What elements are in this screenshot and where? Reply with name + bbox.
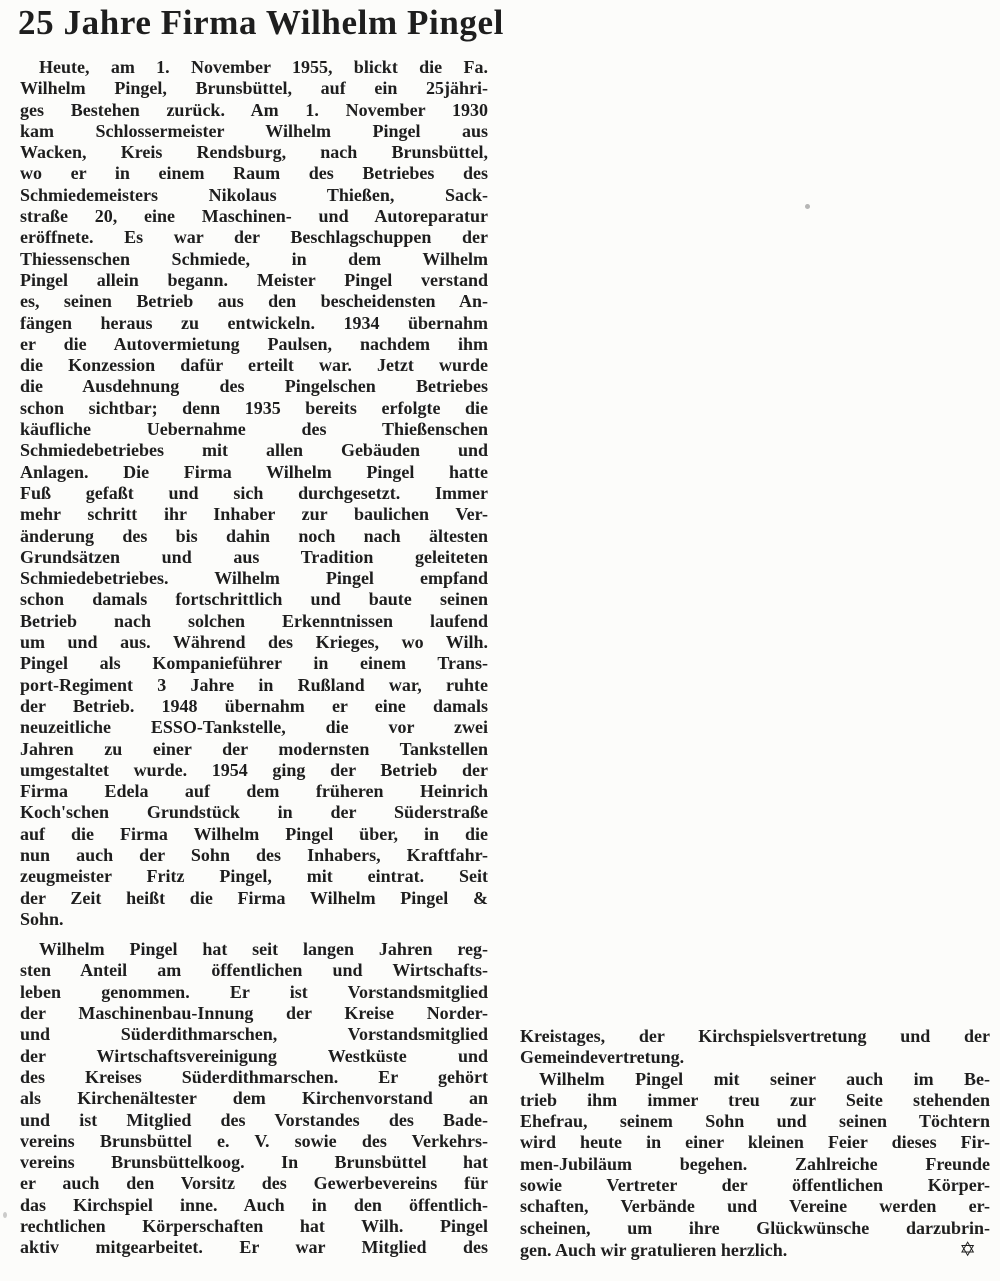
paragraph (520, 1026, 990, 1069)
paragraph (520, 1069, 990, 1262)
paragraph (20, 57, 488, 930)
star-ornament-icon: ✡ (959, 1236, 976, 1261)
text-line: scheinen, um ihre Glückwünsche darzubrin- (520, 1217, 990, 1238)
text-line: Gemeindevertretung. (520, 1047, 685, 1068)
text-line: port-Regiment 3 Jahre in Rußland war, ruhte (20, 674, 488, 695)
text-line: Sohn. (20, 908, 64, 929)
text-line: Grundsätzen und aus Tradition geleiteten (20, 546, 488, 567)
text-line: straße 20, eine Maschinen- und Autoreparatur (20, 206, 488, 227)
text-line: es, seinen Betrieb aus den bescheidensten An- (20, 291, 488, 312)
text-line: wird heute in einer kleinen Feier dieses Fir- (520, 1132, 990, 1153)
scan-speck (3, 1212, 7, 1218)
text-line: zeugmeister Fritz Pingel, mit eintrat. Seit (20, 866, 488, 887)
text-line: er die Autovermietung Paulsen, nachdem ihm (20, 333, 488, 354)
text-line: des Kreises Süderdithmarschen. Er gehört (20, 1066, 488, 1087)
text-line: als Kirchenältester dem Kirchenvorstand an (20, 1088, 488, 1109)
text-line: der Wirtschaftsvereinigung Westküste und (20, 1045, 488, 1066)
text-line: die Konzession dafür erteilt war. Jetzt wurde (20, 355, 488, 376)
paragraph (20, 939, 488, 1258)
text-line: um und aus. Während des Krieges, wo Wilh. (20, 632, 488, 653)
text-line: wo er in einem Raum des Betriebes des (20, 163, 488, 184)
text-line: Heute, am 1. November 1955, blickt die Fa. (39, 57, 488, 77)
text-line: Pingel als Kompanieführer in einem Trans- (20, 653, 488, 674)
text-line: sowie Vertreter der öffentlichen Körper- (520, 1175, 990, 1196)
text-line: Wacken, Kreis Rendsburg, nach Brunsbüttel, (20, 142, 488, 163)
text-line: Schmiedemeisters Nikolaus Thießen, Sack- (20, 184, 488, 205)
text-line: Jahren zu einer der modernsten Tankstellen (20, 738, 488, 759)
text-line: Firma Edela auf dem früheren Heinrich (20, 781, 488, 802)
text-line: rechtlichen Körperschaften hat Wilh. Pingel (20, 1216, 488, 1237)
text-line: der Maschinenbau-Innung der Kreise Norder- (20, 1003, 488, 1024)
text-line: Kreistages, der Kirchspielsvertretung und der (520, 1026, 990, 1046)
text-line: trieb ihm immer treu zur Seite stehenden (520, 1089, 990, 1110)
text-line: neuzeitliche ESSO-Tankstelle, die vor zwei (20, 717, 488, 738)
text-line: Wilhelm Pingel mit seiner auch im Be- (539, 1068, 990, 1089)
text-line: schaften, Verbände und Vereine werden er- (520, 1196, 990, 1217)
text-line: Fuß gefaßt und sich durchgesetzt. Immer (20, 482, 488, 503)
article-headline: 25 Jahre Firma Wilhelm Pingel (18, 3, 504, 42)
text-line: käufliche Uebernahme des Thießenschen (20, 419, 488, 440)
text-line: Ehefrau, seinem Sohn und seinen Töchtern (520, 1111, 990, 1132)
text-line: Wilhelm Pingel, Brunsbüttel, auf ein 25jähri- (20, 78, 488, 99)
text-line: eröffnete. Es war der Beschlagschuppen der (20, 227, 488, 248)
text-line: der Betrieb. 1948 übernahm er eine damals (20, 695, 488, 716)
text-line: sten Anteil am öffentlichen und Wirtschafts- (20, 960, 488, 981)
text-line: Schmiedebetriebes mit allen Gebäuden und (20, 440, 488, 461)
text-line: das Kirchspiel inne. Auch in den öffentlich- (20, 1194, 488, 1215)
text-line: Pingel allein begann. Meister Pingel verstand (20, 269, 488, 290)
text-line: schon sichtbar; denn 1935 bereits erfolgte die (20, 397, 488, 418)
text-line: fängen heraus zu entwickeln. 1934 übernahm (20, 312, 488, 333)
text-line: mehr schritt ihr Inhaber zur baulichen Ver- (20, 504, 488, 525)
text-line: und Süderdithmarschen, Vorstandsmitglied (20, 1024, 488, 1045)
text-line: aktiv mitgearbeitet. Er war Mitglied des (20, 1237, 488, 1258)
text-line: und ist Mitglied des Vorstandes des Bade- (20, 1109, 488, 1130)
text-line: Thiessenschen Schmiede, in dem Wilhelm (20, 248, 488, 269)
text-line: Schmiedebetriebes. Wilhelm Pingel empfand (20, 568, 488, 589)
text-line: die Ausdehnung des Pingelschen Betriebes (20, 376, 488, 397)
text-line-text: gen. Auch wir gratulieren herzlich. (520, 1239, 788, 1260)
text-line: änderung des bis dahin noch nach ältesten (20, 525, 488, 546)
article-column-left (20, 57, 488, 1259)
text-line: kam Schlossermeister Wilhelm Pingel aus (20, 120, 488, 141)
text-line: Betrieb nach solchen Erkenntnissen laufend (20, 610, 488, 631)
text-line: Koch'schen Grundstück in der Süderstraße (20, 802, 488, 823)
text-line: Wilhelm Pingel hat seit langen Jahren reg- (39, 939, 488, 960)
text-line (520, 1236, 990, 1261)
text-line: der Zeit heißt die Firma Wilhelm Pingel & (20, 887, 488, 908)
text-line: schon damals fortschrittlich und baute seinen (20, 589, 488, 610)
text-line: ges Bestehen zurück. Am 1. November 1930 (20, 99, 488, 120)
text-line: leben genommen. Er ist Vorstandsmitglied (20, 981, 488, 1002)
text-line: men-Jubiläum begehen. Zahlreiche Freunde (520, 1153, 990, 1174)
text-line: Anlagen. Die Firma Wilhelm Pingel hatte (20, 461, 488, 482)
text-line: vereins Brunsbüttel e. V. sowie des Verkehrs- (20, 1130, 488, 1151)
text-line: auf die Firma Wilhelm Pingel über, in die (20, 823, 488, 844)
text-line: vereins Brunsbüttelkoog. In Brunsbüttel hat (20, 1152, 488, 1173)
scan-speck (805, 204, 810, 209)
text-line: nun auch der Sohn des Inhabers, Kraftfahr- (20, 844, 488, 865)
text-line: er auch den Vorsitz des Gewerbevereins für (20, 1173, 488, 1194)
text-line: umgestaltet wurde. 1954 ging der Betrieb der (20, 759, 488, 780)
article-column-right (520, 1026, 990, 1261)
